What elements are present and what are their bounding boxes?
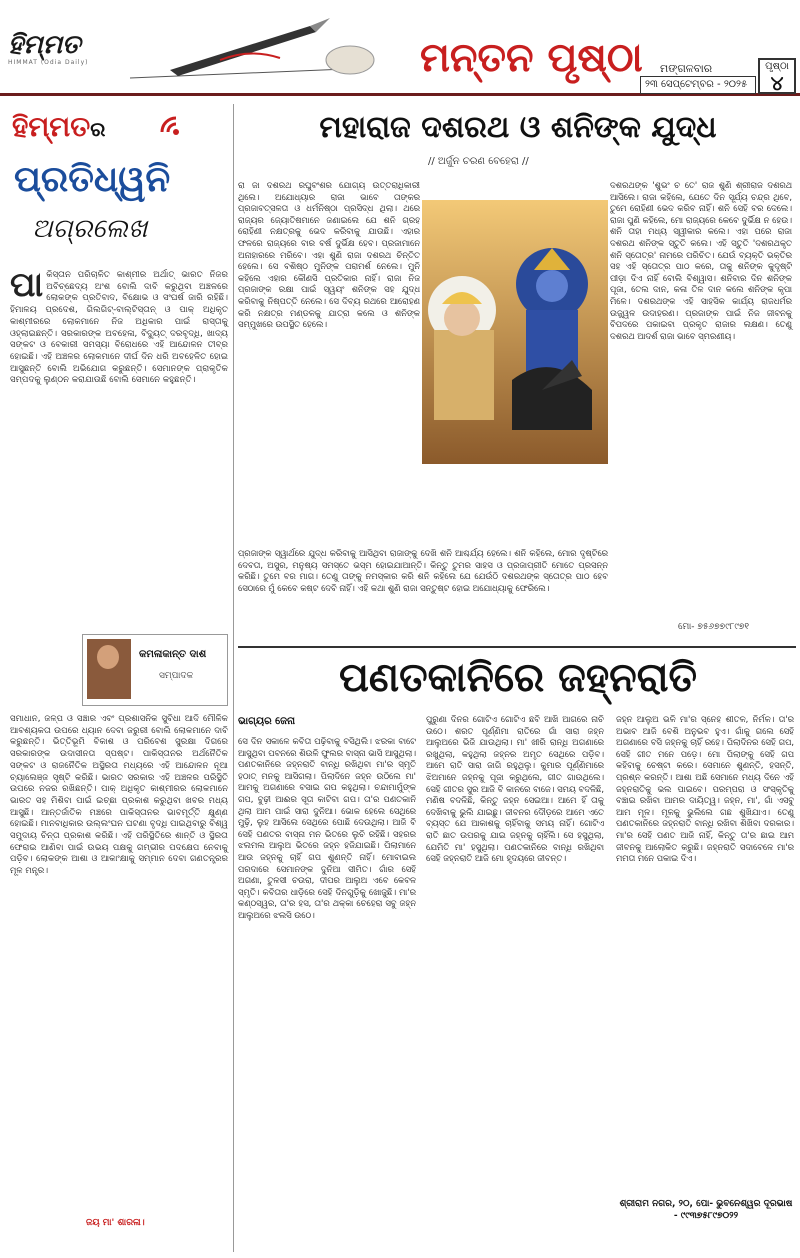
brand-line1-suffix: ର	[90, 117, 106, 141]
article1-column-3: ଦଶରଥଙ୍କ 'ଶୁଭଂ ଚ ତେ' ରାଜ ଶୁଣି ଶ୍ରୀରାଜ ଦଶରଥ ଆସିଲେ। ରାଜା କହିଲେ, ଯେତେ ଦିନ ସୂର୍ଯ୍ୟ ଚନ୍ଦ୍ର ଥିବେ, ତୁମେ ରୋହିଣୀ ଭେଦ କରିବ ନାହିଁ। ଶନି ସେହି ବର ଦେଲେ। ରାଜା ପୁଣି କହିଲେ, ମୋ ରାଜ୍ୟରେ କେବେ ଦୁର୍ଭିକ୍ଷ ନ ହେଉ। ଶନି ତାହା ମଧ୍ୟ ସ୍ୱୀକାର କଲେ। ଏହା ପରେ ରାଜା ଦଶରଥ ଶନିଙ୍କ ସ୍ତୁତି କଲେ। ଏହି ସ୍ତୁତି 'ଦଶରଥକୃତ ଶନି ସ୍ତୋତ୍ର' ନାମରେ ପରିଚିତ। ଯେଉଁ ବ୍ୟକ୍ତି ଭକ୍ତିର ସହ ଏହି ସ୍ତୋତ୍ର ପାଠ କରେ, ତାକୁ ଶନିଙ୍କ କୁଦୃଷ୍ଟି ପୀଡ଼ା ଦିଏ ନାହିଁ ବୋଲି ବିଶ୍ୱାସ। ଶନିବାର ଦିନ ଶନିଙ୍କ ପୂଜା, ତେଲ ଦାନ, କଳା ତିଳ ଦାନ କଲେ ଶନିଙ୍କ କୃପା ମିଳେ। ଦଶରଥଙ୍କ ଏହି ସାହସିକ କାର୍ଯ୍ୟ ରାଜଧର୍ମର ଉଜ୍ଜ୍ୱଳ ଉଦାହରଣ। ପ୍ରଜାଙ୍କ ପାଇଁ ନିଜ ଜୀବନକୁ ବିପଦରେ ପକାଇବା ପ୍ରକୃତ ରାଜାର ଲକ୍ଷଣ। ତେଣୁ ଦଶରଥ ଆଦର୍ଶ ରାଜା ଭାବେ ସ୍ମରଣୀୟ।	[610, 180, 792, 341]
article2-author: ଭାଗ୍ୟର ଜେନା	[238, 716, 296, 727]
editorial-column	[6, 104, 234, 1252]
article1-tail	[238, 548, 608, 594]
article2-column-1: ସେ ଦିନ ସକାଳେ କବିତା ପଢ଼ିବାକୁ ବସିଥିଲି। ଝରକା ବାଟେ ଆସୁଥିବା ପବନରେ ଶିଉଳି ଫୁଲର ବାସ୍ନା ଭାସି ଆସୁଥିଲା। ପଣତକାନିରେ ଜହ୍ନରାତି ବାନ୍ଧି ରଖିଥିବା ମା'ର ସ୍ମୃତି ହଠାତ୍ ମନକୁ ଆସିଗଲା। ପିଲାଦିନେ ଜହ୍ନ ଉଠିଲେ ମା' ଆମକୁ ଅଗଣାରେ ବସାଇ ଗପ କହୁଥିଲା। ଚନ୍ଦାମାମୁଁଙ୍କ ଗପ, ବୁଢ଼ୀ ଆଈର ସୂତା କାଟିବା ଗପ। ତା'ର ପଣତକାନି ଥିଲା ଆମ ପାଇଁ ସାରା ଦୁନିଆ। ଭୋକ ହେଲେ ସେଥିରେ ମୁଢ଼ି, ଲୁହ ଆସିଲେ ସେଥିରେ ପୋଛି ଦେଉଥିଲା। ଆଜି ବି ସେହି ପଣତର ବାସ୍ନା ମନ ଭିତରେ ଲୁଚି ରହିଛି। ସହରର ଝଲମଲ ଆଲୁଅ ଭିତରେ ଜହ୍ନ ହଜିଯାଇଛି। ପିଲାମାନେ ଆଉ ଜହ୍ନକୁ ଚାହିଁ ଗପ ଶୁଣନ୍ତି ନାହିଁ। ମୋବାଇଲ ପରଦାରେ ସେମାନଙ୍କ ଦୁନିଆ ସୀମିତ। ଗାଁର ସେହି ଅଗଣା, ତୁଳସୀ ଚଉରା, ଦୀପର ଆଲୁଅ ଏବେ କେବଳ ସ୍ମୃତି। କବିତାର ଧାଡ଼ିରେ ସେହି ଦିନଗୁଡ଼ିକୁ ଖୋଜୁଛି। ମା'ର କଣ୍ଠସ୍ୱର, ତା'ର ହସ, ତା'ର ଥକ୍କା ଚେହେରା ସବୁ ଜହ୍ନ ଆଲୁଅରେ ଝଲସି ଉଠେ।	[238, 736, 416, 920]
brand-line1	[12, 110, 105, 144]
article1-headline: ମହାରାଜ ଦଶରଥ ଓ ଶନିଙ୍କ ଯୁଦ୍ଧ	[319, 110, 717, 145]
editor-box	[82, 634, 228, 706]
masthead-logo: ହିମ୍ମତ	[8, 30, 81, 60]
section-title: ମନ୍ତନ ପୃଷ୍ଠା	[420, 34, 643, 81]
dasharath-shani-illustration	[422, 200, 608, 464]
page-number: ୪	[770, 71, 784, 95]
editor-role: ସମ୍ପାଦକ	[159, 671, 194, 681]
article1-phone: ମୋ- ୭୫୬୭୭୯୮୯୭୧	[678, 622, 750, 632]
article2-headline: ପଣତକାନିରେ ଜହ୍ନରାତି	[338, 654, 698, 701]
date: ୨୩ ସେପ୍ଟେମ୍ବର - ୨୦୨୫	[640, 76, 756, 94]
editorial-brand	[6, 104, 228, 260]
pen-illustration-icon	[110, 8, 400, 88]
article1-column-1: ରା ଜା ଦଶରଥ ରଘୁବଂଶର ଯୋଗ୍ୟ ଉତ୍ତରାଧିକାରୀ ଥିଲେ। ଅଯୋଧ୍ୟାର ରାଜା ଭାବେ ତାଙ୍କର ପ୍ରଜାବତ୍ସଳତା ଓ ଧର୍ମନିଷ୍ଠା ପ୍ରସିଦ୍ଧ ଥିଲା। ଥରେ ରାଜ୍ୟର ଜ୍ୟୋତିଷମାନେ ଜଣାଇଲେ ଯେ ଶନି ଗ୍ରହ ରୋହିଣୀ ନକ୍ଷତ୍ରକୁ ଭେଦ କରିବାକୁ ଯାଉଛି। ଏହାର ଫଳରେ ରାଜ୍ୟରେ ବାର ବର୍ଷ ଦୁର୍ଭିକ୍ଷ ହେବ। ପ୍ରଜାମାନେ ଅନାହାରରେ ମରିବେ। ଏହା ଶୁଣି ରାଜା ଦଶରଥ ଚିନ୍ତିତ ହେଲେ। ସେ ବଶିଷ୍ଠ ମୁନିଙ୍କ ପରାମର୍ଶ ନେଲେ। ମୁନି କହିଲେ ଏହାର କୌଣସି ପ୍ରତିକାର ନାହିଁ। ରାଜା ନିଜ ପ୍ରଜାଙ୍କ ରକ୍ଷା ପାଇଁ ସ୍ୱୟଂ ଶନିଙ୍କ ସହ ଯୁଦ୍ଧ କରିବାକୁ ନିଷ୍ପତ୍ତି ନେଲେ। ସେ ଦିବ୍ୟ ରଥରେ ଆରୋହଣ କରି ନକ୍ଷତ୍ର ମଣ୍ଡଳକୁ ଯାତ୍ରା କଲେ ଓ ଶନିଙ୍କ ସମ୍ମୁଖରେ ଉପସ୍ଥିତ ହେଲେ।	[238, 180, 420, 330]
brand-line3: ଅଗ୍ରଲେଖ	[32, 214, 148, 244]
editorial-signoff: ଜୟ ମା' ଶାରଳା।	[86, 1218, 145, 1228]
masthead-subtitle: HIMMAT (Odia Daily)	[8, 59, 89, 66]
article1-tail-text: ତେଣୁ ତାଙ୍କୁ ନମସ୍କାର କରି ଶନି କହିଲେ ଯେ ଯେଉଁଠି ଦଶରଥଙ୍କ ସ୍ତୋତ୍ର ପାଠ ହେବ ସେଠାରେ ମୁଁ କେବେ କଷ୍ଟ ଦେବି ନାହିଁ। ଏହି କଥା ଶୁଣି ରାଜା ସନ୍ତୁଷ୍ଟ ହୋଇ ଅଯୋଧ୍ୟାକୁ ଫେରିଲେ।	[238, 571, 609, 593]
editorial-dropcap: ପା	[10, 265, 44, 305]
article2-column-3: ଜହ୍ନ ଆଲୁଅ ଭଳି ମା'ର ସ୍ନେହ ଶୀତଳ, ନିର୍ମଳ। ତା'ର ଅଭାବ ଆଜି ବେଶି ଅନୁଭବ ହୁଏ। ଗାଁକୁ ଗଲେ ସେହି ଅଗଣାରେ ବସି ଜହ୍ନକୁ ଚାହିଁ ରହେ। ପିଲାଦିନର ସେହି ଗପ, ସେହି ଗୀତ ମନେ ପଡ଼େ। ମୋ ପିଲାଙ୍କୁ ସେହି ଗପ କହିବାକୁ ଚେଷ୍ଟା କରେ। ସେମାନେ ଶୁଣନ୍ତି, ହସନ୍ତି, ପ୍ରଶ୍ନ କରନ୍ତି। ଆଶା ଅଛି ସେମାନେ ମଧ୍ୟ ଦିନେ ଏହି ଜହ୍ନରାତିକୁ ଭଲ ପାଇବେ। ପରମ୍ପରା ଓ ସଂସ୍କୃତିକୁ ବଞ୍ଚାଇ ରଖିବା ଆମର ଦାୟିତ୍ୱ। ଜହ୍ନ, ମା', ଗାଁ ଏସବୁ ଆମ ମୂଳ। ମୂଳକୁ ଭୁଲିଲେ ଗଛ ଶୁଖିଯାଏ। ତେଣୁ ପଣତକାନିରେ ଜହ୍ନରାତି ବାନ୍ଧି ରଖିବା ଶିଖିବା ଦରକାର। ମା'ର ସେହି ପଣତ ଆଜି ନାହିଁ, କିନ୍ତୁ ତା'ର ଛାଇ ଆମ ଜୀବନକୁ ଆଲୋକିତ କରୁଛି। ଜହ୍ନରାତି ସଦାବେଳେ ମା'ର ମମତା ମନେ ପକାଇ ଦିଏ।	[616, 714, 794, 864]
editorial-body-continued: ସମାଧାନ, ଜଳ୍ପ ଓ ସଞ୍ଚାର ଏବଂ ପ୍ରଶାସନିକ ସୁବିଧା ଆଦି ମୌଳିକ ଆବଶ୍ୟକତା ଉପରେ ଧ୍ୟାନ ଦେବା ଜରୁରୀ ବୋଲି ଲୋକମାନେ ଦାବି କରୁଛନ୍ତି। ଭିତ୍ତିଭୂମି ବିକାଶ ଓ ପରିବେଶ ସୁରକ୍ଷା ଦିଗରେ ସରକାରଙ୍କ ଉଦାସୀନତା ସ୍ପଷ୍ଟ। ପାକିସ୍ତାନର ଅର୍ଥନୈତିକ ସଙ୍କଟ ଓ ରାଜନୈତିକ ଅସ୍ଥିରତା ମଧ୍ୟରେ ଏହି ଆନ୍ଦୋଳନ ନୂଆ ଚ୍ୟାଲେଞ୍ଜ ସୃଷ୍ଟି କରିଛି। ଭାରତ ସରକାର ଏହି ଅଞ୍ଚଳର ପରିସ୍ଥିତି ଉପରେ ନଜର ରଖିଛନ୍ତି। ପାକ୍ ଅଧିକୃତ କାଶ୍ମୀରର ଲୋକମାନେ ଭାରତ ସହ ମିଶିବା ପାଇଁ ଇଚ୍ଛା ପ୍ରକାଶ କରୁଥିବା ଖବର ମଧ୍ୟ ଆସୁଛି। ଆନ୍ତର୍ଜାତିକ ମଞ୍ଚରେ ପାକିସ୍ତାନର ଭାବମୂର୍ତ୍ତି କ୍ଷୁଣ୍ଣ ହୋଇଛି। ମାନବାଧିକାର ଉଲ୍ଲଂଘନ ଘଟଣା ବୃଦ୍ଧି ପାଇଥିବାରୁ ବିଶ୍ୱ ସମୁଦାୟ ଚିନ୍ତା ପ୍ରକାଶ କରିଛି। ଏହି ପରିସ୍ଥିତିରେ ଶାନ୍ତି ଓ ସ୍ଥିରତା ଫେରାଇ ଆଣିବା ପାଇଁ ଉଭୟ ପକ୍ଷକୁ ଗମ୍ଭୀର ପଦକ୍ଷେପ ନେବାକୁ ପଡ଼ିବ। ଲୋକଙ୍କ ଆଶା ଓ ଆକାଂକ୍ଷାକୁ ସମ୍ମାନ ଦେବା ଗଣତନ୍ତ୍ରର ମୂଳ ମନ୍ତ୍ର।	[10, 714, 228, 877]
page-label: ପୃଷ୍ଠା	[765, 61, 789, 72]
article-moonlit-night	[238, 650, 796, 1252]
brand-line2: ପ୍ରତିଧ୍ୱନି	[14, 158, 171, 200]
masthead	[8, 30, 104, 74]
article1-column-2: ପ୍ରଜାଙ୍କ ସ୍ୱାର୍ଥରେ ଯୁଦ୍ଧ କରିବାକୁ ଆସିଥିବା ରାଜାଙ୍କୁ ଦେଖି ଶନି ଆଶ୍ଚର୍ଯ୍ୟ ହେଲେ। ଶନି କହିଲେ, ମୋର ଦୃଷ୍ଟିରେ ଦେବତା, ଅସୁର, ମନୁଷ୍ୟ ସମସ୍ତେ ଭସ୍ମ ହୋଇଯାଆନ୍ତି। କିନ୍ତୁ ତୁମର ସାହସ ଓ ପ୍ରଜାପ୍ରୀତି ମୋତେ ପ୍ରସନ୍ନ କରିଛି। ତୁମେ ବର ମାଗ।	[238, 548, 608, 582]
page-number-box	[758, 58, 796, 94]
article2-column-2: ପୁରୁଣା ଦିନର ଗୋଟିଏ ଗୋଟିଏ ଛବି ଆଖି ଆଗରେ ନାଚି ଉଠେ। ଶରତ ପୂର୍ଣ୍ଣିମା ରାତିରେ ଗାଁ ସାରା ଜହ୍ନ ଆଲୁଅରେ ଭିଜି ଯାଉଥିଲା। ମା' ଖୀରି ରାନ୍ଧି ଅଗଣାରେ ରଖୁଥିଲା, କହୁଥିଲା ଜହ୍ନର ଅମୃତ ସେଥିରେ ପଡ଼ିବ। ଆମେ ରାତି ସାରା ଜାଗି ରହୁଥିଲୁ। କୁମାର ପୂର୍ଣ୍ଣିମାରେ ଝିଅମାନେ ଜହ୍ନକୁ ପୂଜା କରୁଥିଲେ, ଗୀତ ଗାଉଥିଲେ। ସେହି ଗୀତର ସୁର ଆଜି ବି କାନରେ ବାଜେ। ସମୟ ବଦଳିଛି, ମଣିଷ ବଦଳିଛି, କିନ୍ତୁ ଜହ୍ନ ସେଇଆ। ଆମେ ହିଁ ତାକୁ ଦେଖିବାକୁ ଭୁଲି ଯାଇଛୁ। ଜୀବନର ଦୌଡ଼ରେ ଆମେ ଏତେ ବ୍ୟସ୍ତ ଯେ ଆକାଶକୁ ଚାହିଁବାକୁ ସମୟ ନାହିଁ। ଗୋଟିଏ ରାତି ଛାତ ଉପରକୁ ଯାଇ ଜହ୍ନକୁ ଚାହିଁଲି। ସେ ହସୁଥିଲା, ଯେମିତି ମା' ହସୁଥିଲା। ପଣତକାନିରେ ବାନ୍ଧି ରଖିଥିବା ସେହି ଜହ୍ନରାତି ଆଜି ମୋ ହୃଦୟରେ ଜୀବନ୍ତ।	[426, 714, 604, 864]
editorial-text: କିସ୍ତାନ ପରିଚାଳିତ କାଶ୍ମୀର ଅର୍ଥାତ୍ ଭାରତ ନିଜର ଅବିଚ୍ଛେଦ୍ୟ ଅଂଶ ବୋଲି ଦାବି କରୁଥିବା ଅଞ୍ଚଳରେ ଲୋକଙ୍କ ପ୍ରତିବାଦ, ବିକ୍ଷୋଭ ଓ ସଂଘର୍ଷ ଜାରି ରହିଛି। ହିମାଳୟ ପ୍ରଦେଶ, ଗିଲଗିଟ୍-ବାଲ୍ଟିସ୍ତାନ୍ ଓ ପାକ୍ ଅଧିକୃତ କାଶ୍ମୀରରେ ଲୋକମାନେ ନିଜ ଅଧିକାର ପାଇଁ ରାସ୍ତାକୁ ଓହ୍ଲାଇଛନ୍ତି। ସରକାରଙ୍କ ଅବହେଳା, ବିଦ୍ୟୁତ୍ ଦରବୃଦ୍ଧି, ଖାଦ୍ୟ ସଙ୍କଟ ଓ ବେକାରୀ ସମସ୍ୟା ବିରୋଧରେ ଏହି ଆନ୍ଦୋଳନ ତୀବ୍ର ହୋଇଛି। ଏହି ଅଞ୍ଚଳର ଲୋକମାନେ ଦୀର୍ଘ ଦିନ ଧରି ଅବହେଳିତ ହୋଇ ଆସୁଛନ୍ତି ବୋଲି ଅଭିଯୋଗ କରୁଛନ୍ତି। ସେମାନଙ୍କ ପ୍ରାକୃତିକ ସମ୍ପଦକୁ ଲୁଣ୍ଠନ କରାଯାଉଛି ବୋଲି ସେମାନେ କହୁଛନ୍ତି।	[10, 270, 228, 386]
divider-rule	[238, 646, 796, 648]
editor-name: କମଳାକାନ୍ତ ଦାଶ	[139, 649, 207, 660]
editor-photo	[87, 639, 131, 699]
editorial-body	[10, 265, 228, 387]
article-dasharath-shani	[238, 104, 796, 644]
broadcast-icon	[156, 112, 196, 152]
article2-footer-note: ଶ୍ରୀରାମ ନଗର, ୨୦, ପୋ- ଭୁବନେଶ୍ୱର ଦୂରଭାଷ - ୯୯୩୭୫୮୯୭୦୨୨	[619, 1199, 793, 1221]
weekday: ମଙ୍ଗଳବାର	[660, 62, 713, 75]
brand-line1-text: ହିମ୍ମତ	[12, 110, 91, 143]
page-header	[0, 0, 800, 96]
article1-byline: // ଅର୍ଜୁନ ଚରଣ ବେହେରା //	[428, 156, 529, 167]
